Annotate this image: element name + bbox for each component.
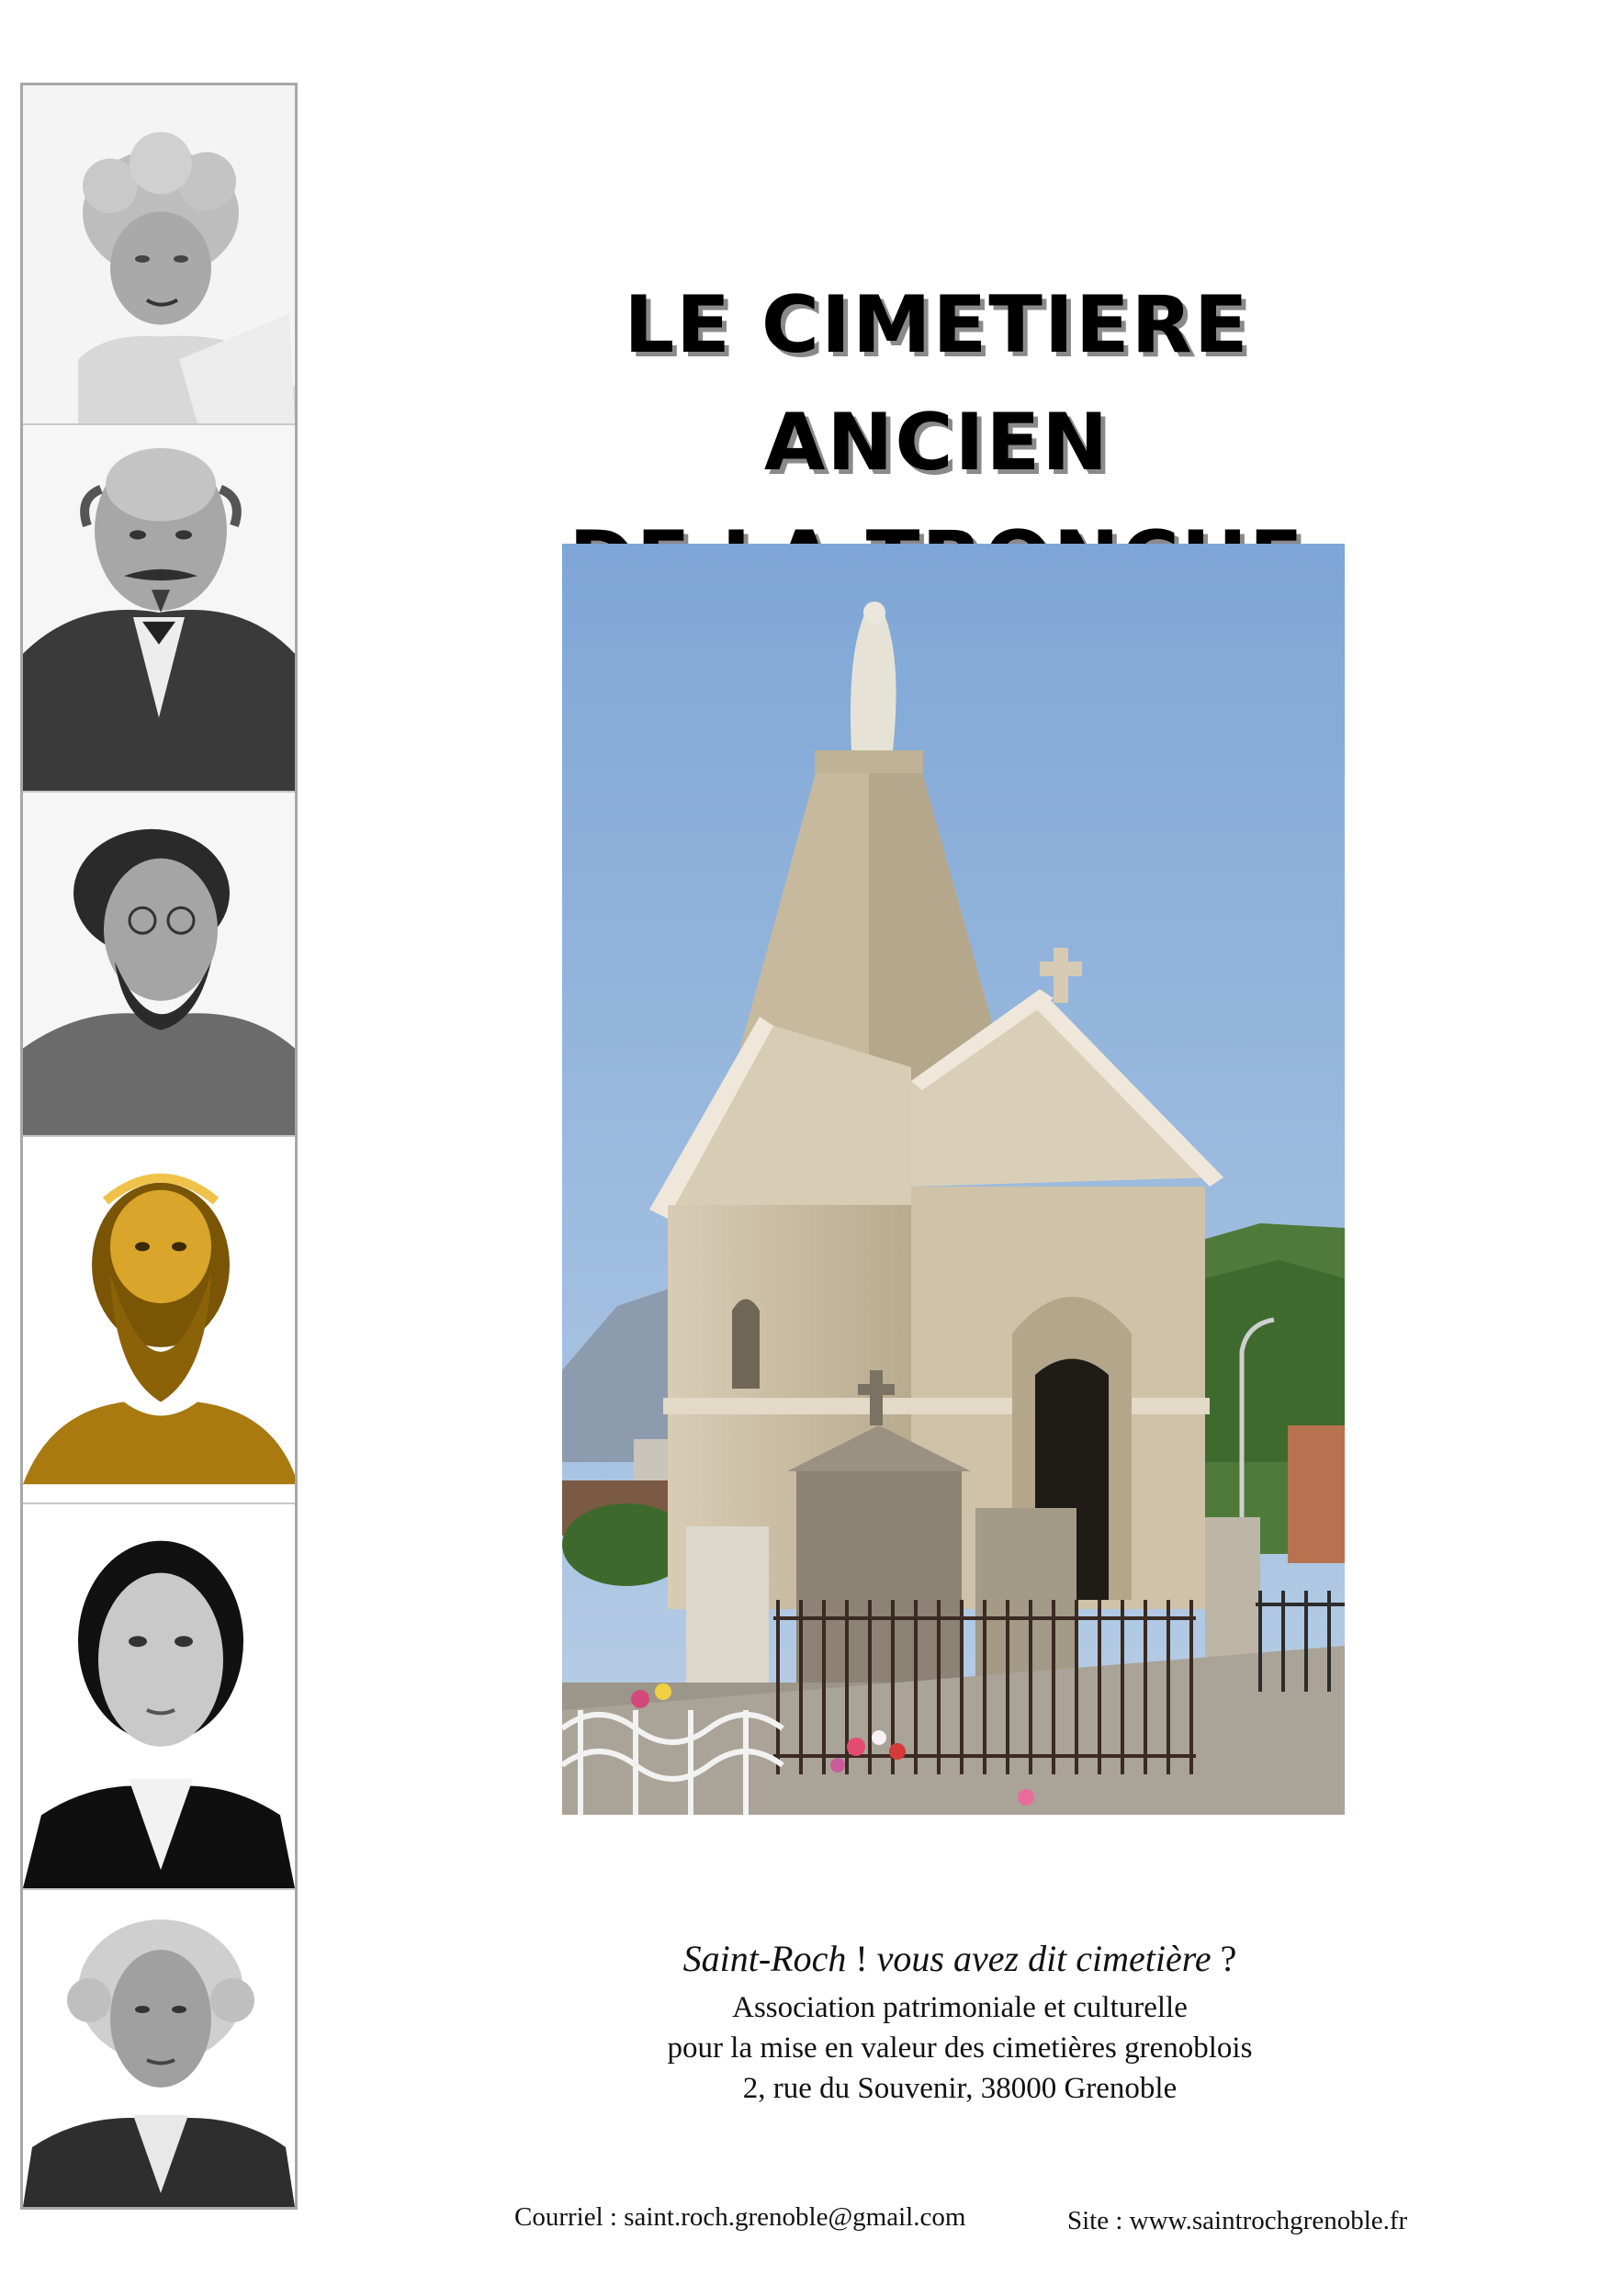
association-address: 2, rue du Souvenir, 38000 Grenoble: [742, 2072, 1178, 2105]
portrait-elderly-man-wig: [23, 1890, 295, 2207]
title-line-1: LE CIMETIERE ANCIEN: [624, 279, 1250, 489]
portrait-man-beard-glasses: [23, 793, 295, 1137]
portrait-bronze-bust-bearded: [23, 1137, 295, 1504]
association-line-2: pour la mise en valeur des cimetières grenoblois: [667, 2032, 1253, 2065]
portrait-strip: [20, 83, 298, 2210]
association-line-1: Association patrimoniale et culturelle: [732, 1991, 1188, 2024]
tagline-phrase: vous avez dit cimetière: [876, 1938, 1212, 1979]
association-block: [514, 1936, 1405, 2109]
tagline-exclamation: !: [846, 1938, 877, 1979]
footer-site[interactable]: Site : www.saintrochgrenoble.fr: [1067, 2206, 1408, 2235]
tagline-question: ?: [1211, 1938, 1237, 1979]
portrait-bald-man-mustache: [23, 425, 295, 793]
portrait-woman-curly-hair: [23, 85, 295, 425]
association-tagline: [514, 1936, 1405, 1982]
footer-email[interactable]: Courriel : saint.roch.grenoble@gmail.com: [514, 2202, 966, 2232]
portrait-young-man-collar: [23, 1504, 295, 1890]
chapel-photo: [562, 544, 1345, 1815]
tagline-saint-roch: Saint-Roch: [682, 1938, 847, 1979]
